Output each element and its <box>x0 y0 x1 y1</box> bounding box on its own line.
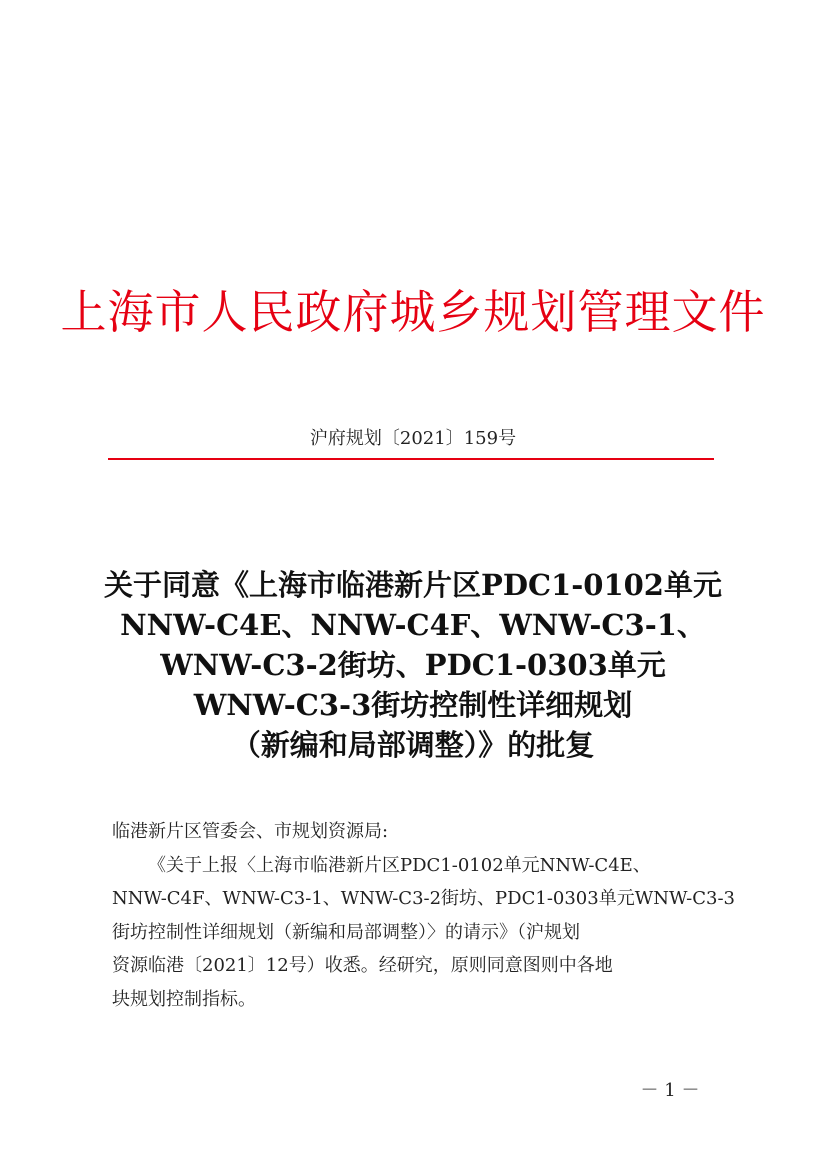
body-paragraph-line: 《关于上报〈上海市临港新片区PDC1-0102单元NNW-C4E、 <box>148 854 651 876</box>
body-paragraph-line: 块规划控制指标。 <box>112 988 256 1010</box>
body-paragraph-line: NNW-C4F、WNW-C3-1、WNW-C3-2街坊、PDC1-0303单元WNW-C3-3 <box>112 888 735 909</box>
red-separator-rule <box>108 458 714 460</box>
body-paragraph-line: 街坊控制性详细规划（新编和局部调整）〉的请示》（沪规划 <box>112 921 580 943</box>
page-number: － 1 － <box>640 1080 700 1101</box>
body-paragraph-line: 资源临港〔2021〕12号）收悉。经研究，原则同意图则中各地 <box>112 955 613 976</box>
title-line: WNW-C3-3街坊控制性详细规划 <box>193 688 633 722</box>
document-title <box>0 565 826 765</box>
addressee-line: 临港新片区管委会、市规划资源局: <box>112 821 389 842</box>
title-line: WNW-C3-2街坊、PDC1-0303单元 <box>160 648 666 682</box>
issuing-authority-title: 上海市人民政府城乡规划管理文件 <box>60 285 766 339</box>
title-line: （新编和局部调整）》的批复 <box>231 728 595 762</box>
document-number: 沪府规划〔2021〕159号 <box>309 428 517 449</box>
title-line: 关于同意《上海市临港新片区PDC1-0102单元 <box>104 568 722 602</box>
document-body <box>112 815 735 1016</box>
title-line: NNW-C4E、NNW-C4F、WNW-C3-1、 <box>120 608 706 642</box>
